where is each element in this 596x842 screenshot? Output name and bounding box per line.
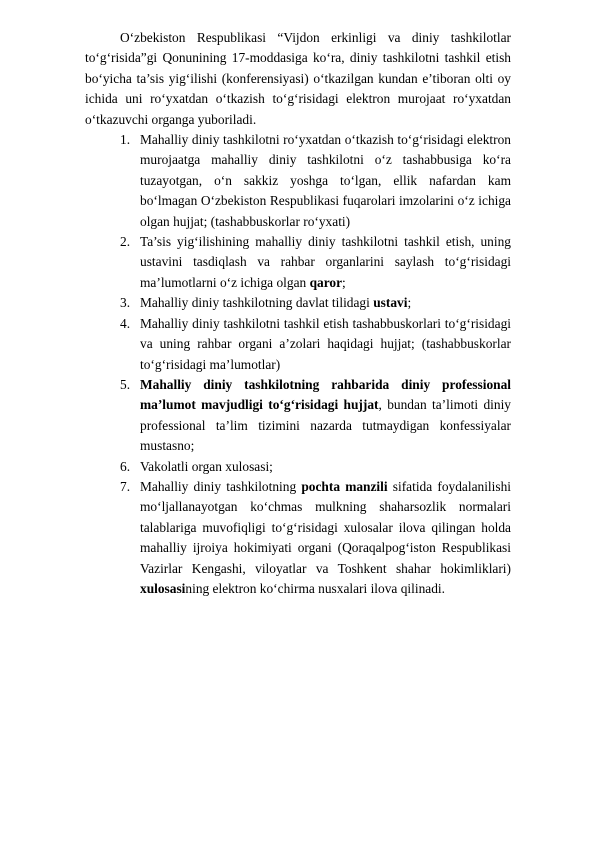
list-item <box>85 375 511 457</box>
bold-term: pochta manzili <box>301 478 388 494</box>
intro-paragraph: O‘zbekiston Respublikasi “Vijdon erkinligi va diniy tashkilotlar to‘g‘risida”gi Qonunining 17-moddasiga ko‘ra, diniy tashkilotni tashkil etish bo‘yicha ta’sis yig‘ilishi (konferensiyasi) o‘tkazilgan kundan e’tiboran olti oy ichida uni ro‘yxatdan o‘tkazish to‘g‘risidagi elektron murojaat ro‘yxatdan o‘tkazuvchi organga yuboriladi. <box>85 30 511 127</box>
list-item <box>85 293 511 313</box>
list-item-text: Mahalliy diniy tashkilotni ro‘yxatdan o‘tkazish to‘g‘risidagi elektron murojaatga mahalliy diniy tashkilotni o‘z tashabbusiga ko‘ra tuzayotgan, o‘n sakkiz yoshga to‘lgan, ellik nafardan kam bo‘lmagan O‘zbekiston Respublikasi fuqarolari imzolarini o‘z ichiga olgan hujjat; (tashabbuskorlar ro‘yxati) <box>140 132 511 229</box>
list-item-text: Vakolatli organ xulosasi; <box>140 458 273 474</box>
list-item <box>85 457 511 477</box>
list-item-text: Ta’sis yig‘ilishining mahalliy diniy tashkilotni tashkil etish, uning ustavini tasdiqlash va rahbar organlarini saylash to‘g‘risidagi ma’lumotlarni o‘z ichiga olgan <box>140 234 511 290</box>
list-number: 3. <box>120 295 131 311</box>
list-item-text: ; <box>407 295 412 311</box>
list-item <box>85 232 511 293</box>
list-number: 6. <box>120 458 131 474</box>
list-number: 4. <box>120 315 131 331</box>
list-item-text: sifatida foydalanilishi mo‘ljallanayotgan ko‘chmas mulkning shaharsozlik normalari talablariga muvofiqligi to‘g‘risidagi xulosalar ilova qilingan holda mahalliy ijroiya hokimiyati organi (Qoraqalpog‘iston Respublikasi Vazirlar Kengashi, viloyatlar va Toshkent shahar hokimliklari) <box>140 478 511 576</box>
bold-term: Mahalliy diniy tashkilotning rahbarida diniy professional ma’lumot mavjudligi to‘g‘risidagi hujjat <box>140 376 511 413</box>
list-item-text: ning elektron ko‘chirma nusxalari ilova qilinadi. <box>185 580 445 596</box>
list-number: 2. <box>120 234 131 250</box>
bold-term: xulosasi <box>140 580 186 596</box>
document-page <box>85 28 511 599</box>
bold-term: ustavi <box>373 295 408 311</box>
list-number: 7. <box>120 478 131 494</box>
list-item <box>85 477 511 599</box>
list-item-text: Mahalliy diniy tashkilotning <box>140 478 302 494</box>
list-item <box>85 130 511 232</box>
list-item-text: Mahalliy diniy tashkilotni tashkil etish tashabbuskorlari to‘g‘risidagi va uning rahbar organi a’zolari haqidagi hujjat; (tashabbuskorlar to‘g‘risidagi ma’lumotlar) <box>140 315 511 372</box>
bold-term: qaror <box>309 274 343 290</box>
list-item <box>85 314 511 375</box>
list-number: 1. <box>120 132 131 148</box>
document-list <box>85 130 511 599</box>
list-item-text: Mahalliy diniy tashkilotning davlat tilidagi <box>140 295 374 311</box>
list-item-text: ; <box>342 274 346 290</box>
list-number: 5. <box>120 376 131 392</box>
list-item-text: , bundan ta’limoti diniy professional ta’lim tizimini nazarda tutmaydigan konfessiyalar mustasno; <box>140 397 511 454</box>
